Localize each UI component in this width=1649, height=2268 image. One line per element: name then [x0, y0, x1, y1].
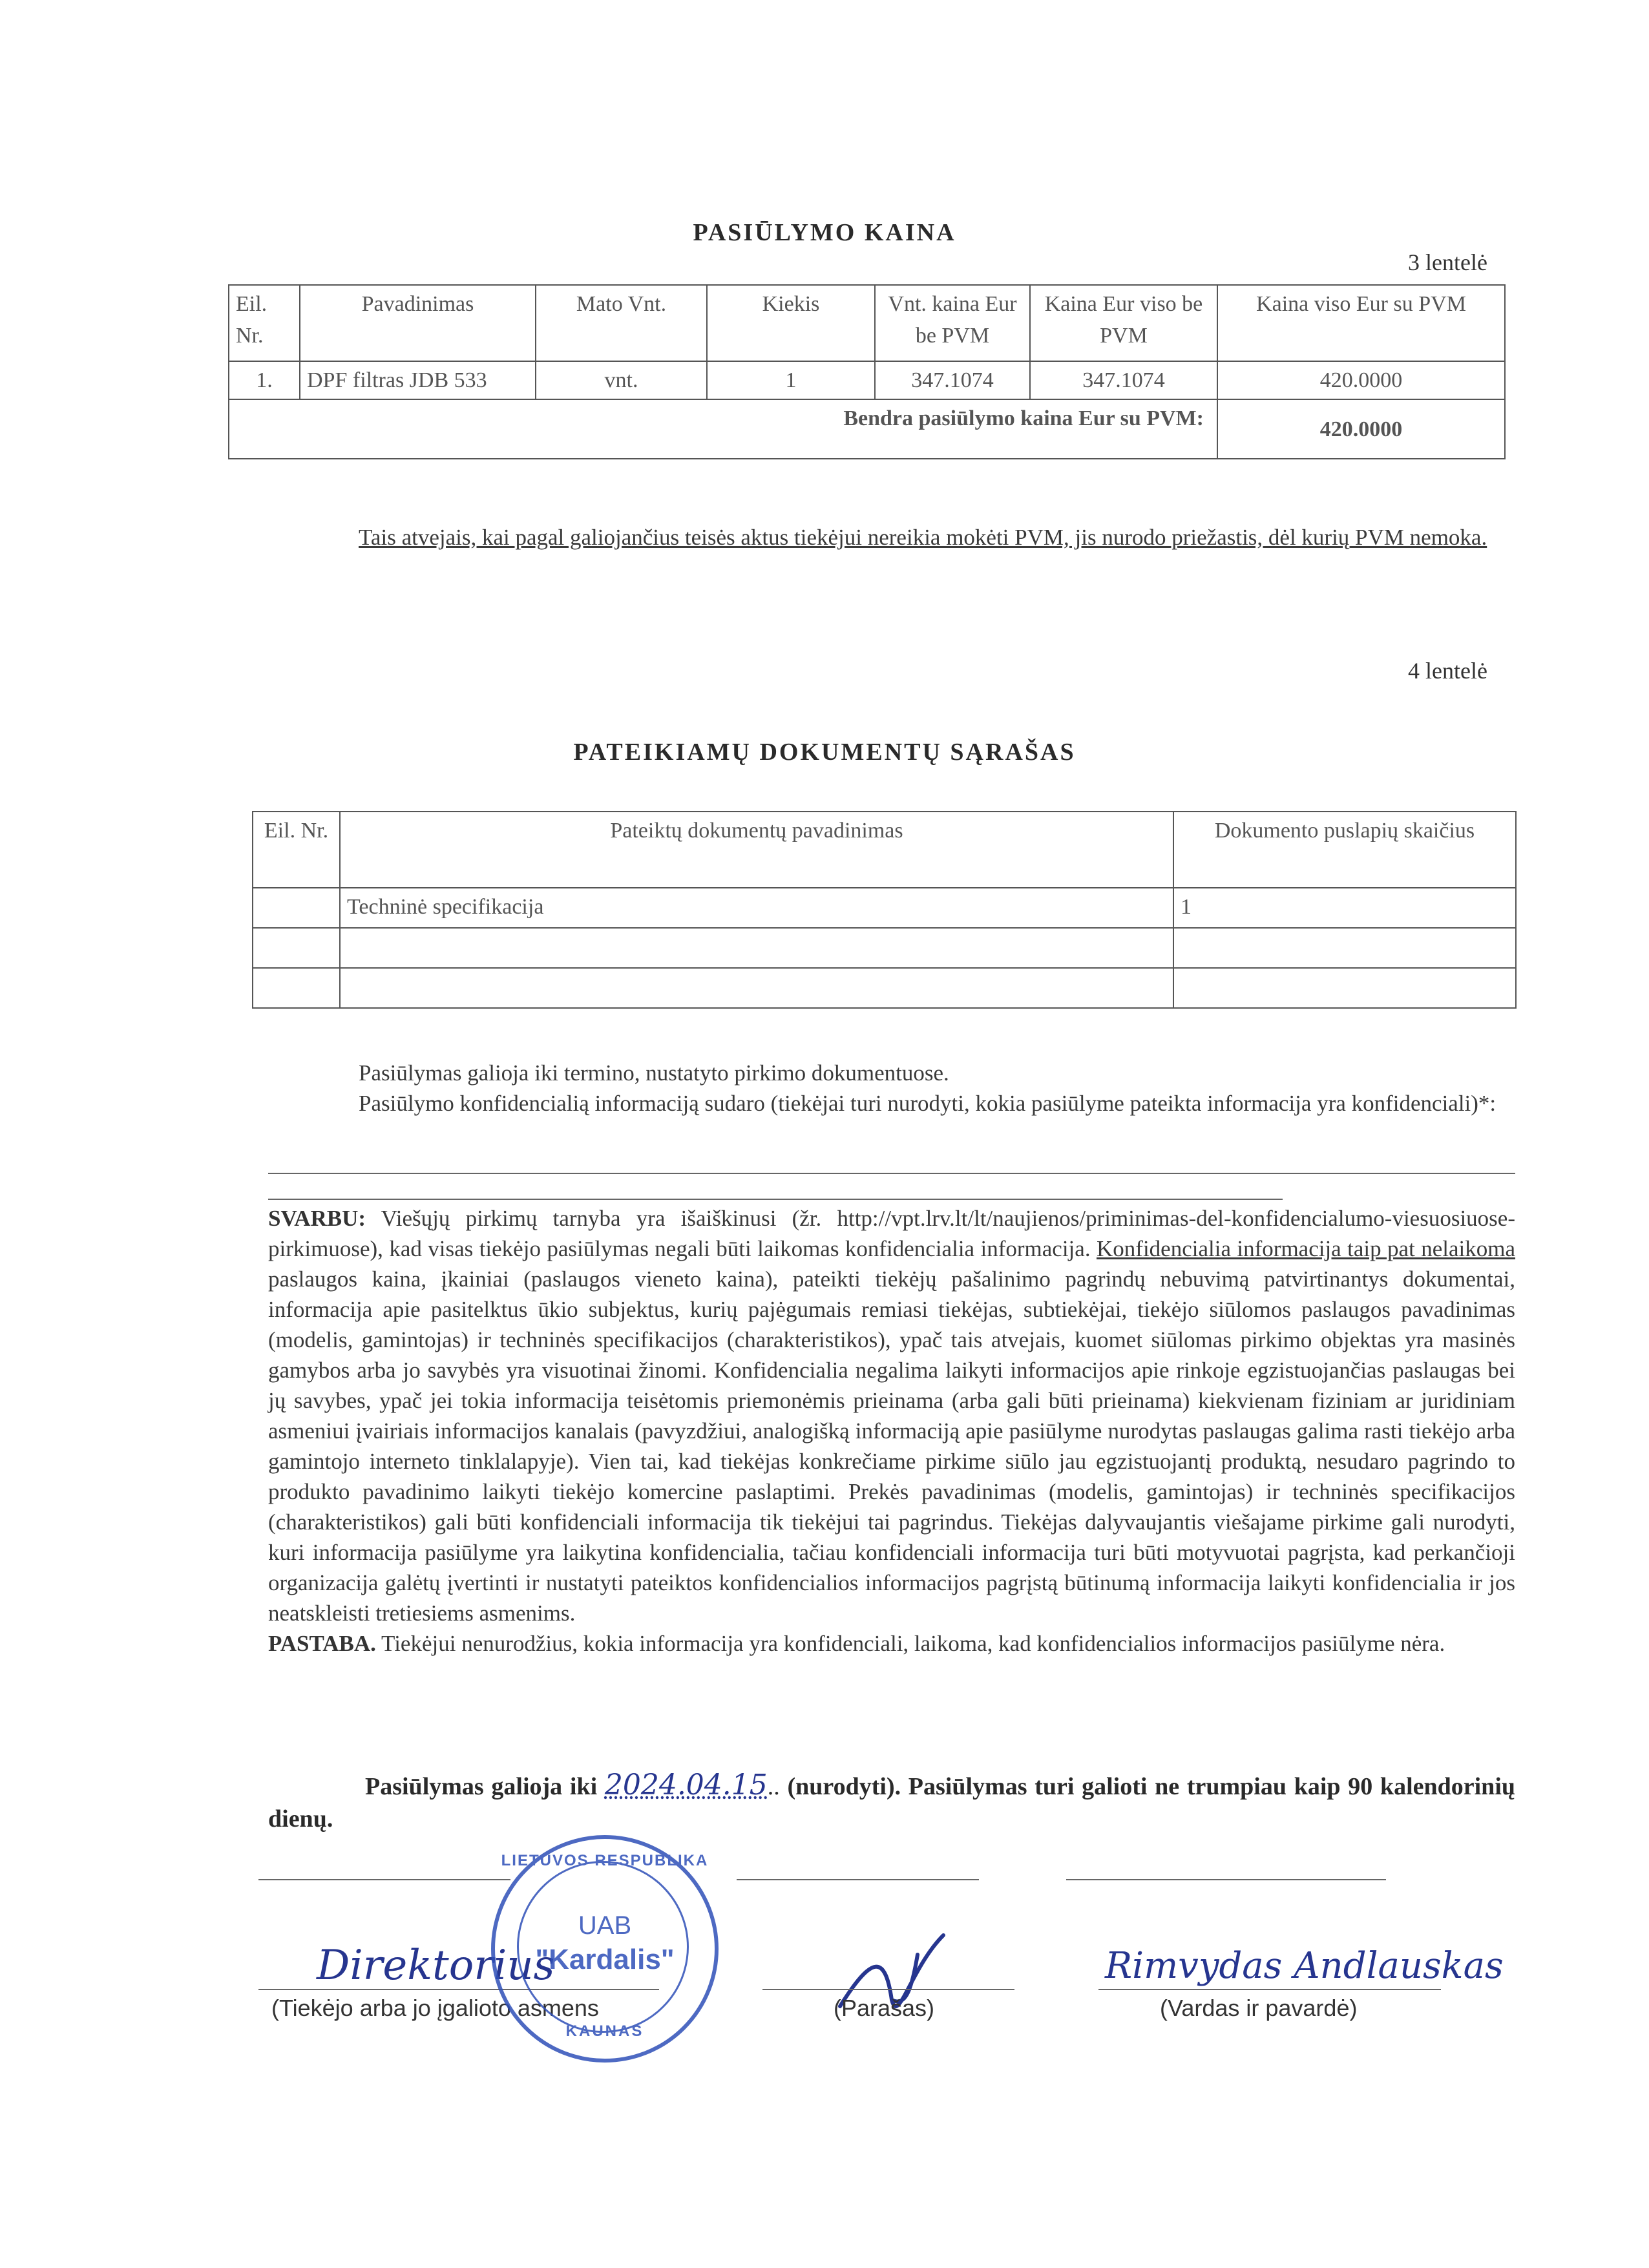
name-handwriting: Rimvydas Andlauskas: [1105, 1945, 1504, 1987]
position-caption: (Tiekėjo arba jo įgalioto asmens: [271, 1995, 599, 2021]
doc-pages: [1173, 928, 1516, 968]
important-block: [268, 1203, 1515, 1659]
signature-caption: (Parašas): [834, 1995, 935, 2021]
important-label: SVARBU:: [268, 1206, 366, 1231]
header-cell: Eil. Nr.: [253, 812, 340, 888]
sign-line: [1098, 1989, 1441, 1990]
doc-number: [253, 968, 340, 1008]
docs-table-header: [253, 812, 1516, 888]
header-cell: Mato Vnt.: [536, 285, 707, 361]
header-cell: Vnt. kaina Eur be PVM: [875, 285, 1030, 361]
table-row: [253, 888, 1516, 928]
validity-text: Pasiūlymas galioja iki termino, nustatyto pirkimo dokumentuose.: [359, 1060, 949, 1086]
price-title: PASIŪLYMO KAINA: [693, 219, 956, 246]
header-cell: Eil. Nr.: [229, 285, 300, 361]
stamp-company-type: UAB: [578, 1911, 632, 1940]
doc-name: Techninė specifikacija: [340, 888, 1173, 928]
sign-line: [762, 1989, 1014, 1990]
doc-number: [253, 888, 340, 928]
docs-title: PATEIKIAMŲ DOKUMENTŲ SĄRAŠAS: [573, 739, 1076, 766]
company-stamp: [491, 1835, 719, 2063]
table-note-4: 4 lentelė: [1408, 658, 1487, 684]
header-cell: Dokumento puslapių skaičius: [1173, 812, 1516, 888]
sign-line-top: [258, 1879, 510, 1880]
docs-table: [252, 811, 1517, 1009]
note-text: Tiekėjui nenurodžius, kokia informacija yra konfidenciali, laikoma, kad konfidencialios informacijos pasiūlyme nėra.: [381, 1631, 1445, 1656]
table-note-3: 3 lentelė: [1408, 249, 1487, 275]
offer-valid: [268, 1769, 1515, 1835]
important-text-2: paslaugos kaina, įkainiai (paslaugos vieneto kaina), pateikti tiekėjų pašalinimo pagrindų nebuvimą patvirtinantys dokumentai, informacija apie pasitelktus ūkio subjektus, kurių pajėgumais remiasi tiekėjas, subtiekėjai, tiekėjo siūlomos paslaugos pavadinimas (modelis, gamintojas) ir techninės specifikacijos (charakteristikos), ypač tais atvejais, kuomet siūlomas pirkimo objektas yra masinės gamybos arba jo savybės yra visuotinai žinomi. Konfidencialia negalima laikyti informacijos apie rinkoje egzistuojančias paslaugas bei jų savybes, ypač jei tokia informacija teisėtomis priemonėmis prieinama (arba gali būti prieinama) kiekvienam fiziniam ar juridiniam asmeniui įvairiais informacijos kanalais (pavyzdžiui, analogišką informaciją apie pasiūlyme nurodytas paslaugas galima rasti tiekėjo arba gamintojo interneto tinklalapyje). Vien tai, kad tiekėjas konkrečiame pirkime siūlo jau egzistuojantį produktą, nesudaro pagrindo to produkto pavadinimo laikyti tiekėjo komercine paslaptimi. Prekės pavadinimas (modelis, gamintojas) ir techninės specifikacijos (charakteristikos) gali būti konfidenciali informacija tik tiekėjui tai pagrindus. Tiekėjas dalyvaujantis viešajame pirkime gali nurodyti, kuri informacija pasiūlyme yra laikytina konfidencialia, tačiau konfidenciali informacija turi būti motyvuotai pagrįsta, kad perkančioji organizacija galėtų įvertinti ir nustatyti pateiktos konfidencialios informacijos pagrįstą būtinumą informacija laikyti konfidencialia ir jos neatskleisti tretiesiems asmenims.: [268, 1266, 1515, 1626]
confidential-text: Pasiūlymo konfidencialią informaciją sudaro (tiekėjai turi nurodyti, kokia pasiūlyme pateikta informacija yra konfidenciali)*:: [359, 1091, 1497, 1116]
table-row: [229, 361, 1505, 399]
offer-valid-date: 2024.04.15: [604, 1769, 768, 1801]
item-unit-price: 347.1074: [875, 361, 1030, 399]
offer-valid-dots: ..: [767, 1773, 780, 1800]
price-total-row: [229, 399, 1505, 459]
item-name: DPF filtras JDB 533: [300, 361, 536, 399]
name-caption: (Vardas ir pavardė): [1160, 1995, 1358, 2021]
header-cell: Pateiktų dokumentų pavadinimas: [340, 812, 1173, 888]
sign-line-top: [737, 1879, 979, 1880]
doc-number: [253, 928, 340, 968]
stamp-bottom-text: KAUNAS: [565, 2022, 644, 2040]
footnote-separator: [268, 1199, 1283, 1200]
note-label: PASTABA.: [268, 1631, 376, 1656]
item-quantity: 1: [707, 361, 875, 399]
item-total-vat: 420.0000: [1217, 361, 1505, 399]
offer-valid-prefix: Pasiūlymas galioja iki: [365, 1773, 598, 1800]
header-cell: Kiekis: [707, 285, 875, 361]
doc-pages: [1173, 968, 1516, 1008]
table-row: [253, 968, 1516, 1008]
confidential-fill-line: [268, 1173, 1515, 1174]
position-handwriting: Direktorius: [317, 1942, 555, 1990]
doc-pages: 1: [1173, 888, 1516, 928]
total-label: Bendra pasiūlymo kaina Eur su PVM:: [229, 399, 1217, 459]
total-value: 420.0000: [1217, 399, 1505, 459]
vat-note: Tais atvejais, kai pagal galiojančius teisės aktus tiekėjui nereikia mokėti PVM, jis nurodo priežastis, dėl kurių PVM nemoka.: [359, 525, 1487, 550]
doc-name: [340, 928, 1173, 968]
item-total-no-vat: 347.1074: [1030, 361, 1217, 399]
table-row: [253, 928, 1516, 968]
stamp-top-text: LIETUVOS RESPUBLIKA: [501, 1852, 709, 1869]
price-table: [228, 284, 1506, 459]
header-cell: Kaina viso Eur su PVM: [1217, 285, 1505, 361]
stamp-company-name: "Kardalis": [535, 1944, 675, 1975]
sign-line-top: [1066, 1879, 1386, 1880]
header-cell: Kaina Eur viso be PVM: [1030, 285, 1217, 361]
important-underlined: Konfidencialia informacija taip pat nelaikoma: [1097, 1236, 1516, 1261]
important-text-1: Viešųjų pirkimų tarnyba yra išaiškinusi (žr. http://vpt.lrv.lt/lt/naujienos/priminimas-del-konfidencialumo-viesuosiuose-pirkimuose), kad visas tiekėjo pasiūlymas negali būti laikomas konfidencialia informacija.: [268, 1206, 1515, 1261]
header-cell: Pavadinimas: [300, 285, 536, 361]
offer-valid-suffix: (nurodyti). Pasiūlymas turi galioti ne trumpiau kaip 90 kalendorinių dienų.: [268, 1773, 1516, 1832]
doc-name: [340, 968, 1173, 1008]
item-unit: vnt.: [536, 361, 707, 399]
price-table-header: [229, 285, 1505, 361]
row-number: 1.: [229, 361, 300, 399]
